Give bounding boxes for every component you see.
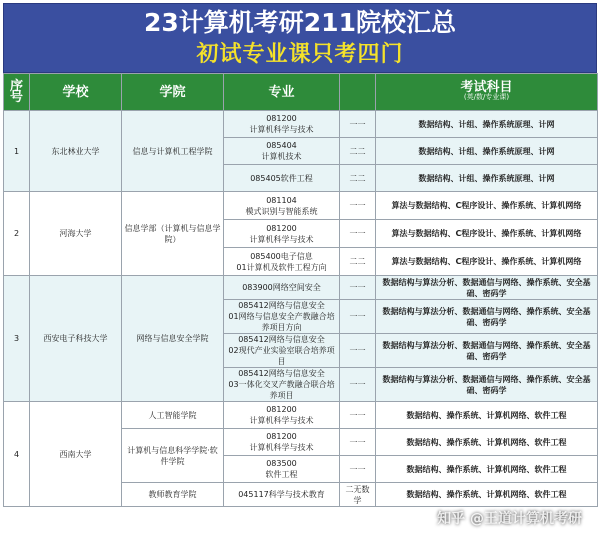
subjects-cell: 数据结构、计组、操作系统原理、计网	[376, 138, 598, 165]
subjects-cell: 数据结构、计组、操作系统原理、计网	[376, 111, 598, 138]
table-row	[4, 402, 598, 429]
table-header-row	[4, 74, 598, 111]
subjects-cell: 数据结构、计组、操作系统原理、计网	[376, 165, 598, 192]
major-cell: 081200 计算机科学与技术	[224, 220, 340, 248]
major-cell: 085400电子信息 01计算机及软件工程方向	[224, 248, 340, 276]
college-name: 信息学部（计算机与信息学院）	[122, 192, 224, 276]
exam-code: 一一	[340, 402, 376, 429]
major-cell: 085404 计算机技术	[224, 138, 340, 165]
page-subtitle: 初试专业课只考四门	[196, 42, 404, 67]
college-name: 信息与计算机工程学院	[122, 111, 224, 192]
subjects-cell: 数据结构、操作系统、计算机网络、软件工程	[376, 402, 598, 429]
college-name: 教师教育学院	[122, 483, 224, 507]
subjects-cell: 数据结构与算法分析、数据通信与网络、操作系统、安全基础、密码学	[376, 334, 598, 368]
title-banner	[3, 3, 597, 73]
schools-table	[3, 73, 598, 507]
exam-code: 一一	[340, 429, 376, 456]
college-name: 人工智能学院	[122, 402, 224, 429]
major-cell: 085412网络与信息安全 01网络与信息安全产教融合培养项目方向	[224, 300, 340, 334]
table-row	[4, 192, 598, 220]
school-name: 西安电子科技大学	[30, 276, 122, 402]
major-cell: 081200 计算机科学与技术	[224, 111, 340, 138]
major-cell: 085412网络与信息安全 03一体化交叉产教融合联合培养项目	[224, 368, 340, 402]
row-number: 2	[4, 192, 30, 276]
subjects-header-label: 考试科目	[460, 80, 513, 95]
exam-code: 一一	[340, 368, 376, 402]
exam-code: 一一	[340, 220, 376, 248]
exam-code: 一一	[340, 192, 376, 220]
subjects-header-note: (英/数/专业课)	[463, 93, 510, 101]
column-header-exam	[340, 74, 376, 111]
major-cell: 081200 计算机科学与技术	[224, 402, 340, 429]
major-cell: 081200 计算机科学与技术	[224, 429, 340, 456]
school-name: 东北林业大学	[30, 111, 122, 192]
row-number: 4	[4, 402, 30, 507]
row-number: 3	[4, 276, 30, 402]
page-title: 23计算机考研211院校汇总	[144, 8, 456, 37]
subjects-cell: 数据结构与算法分析、数据通信与网络、操作系统、安全基础、密码学	[376, 368, 598, 402]
row-number: 1	[4, 111, 30, 192]
exam-code: 一一	[340, 456, 376, 483]
exam-code: 一一	[340, 300, 376, 334]
subjects-cell: 数据结构与算法分析、数据通信与网络、操作系统、安全基础、密码学	[376, 300, 598, 334]
table-row	[4, 111, 598, 138]
school-name: 西南大学	[30, 402, 122, 507]
table-row	[4, 276, 598, 300]
subjects-cell: 数据结构、操作系统、计算机网络、软件工程	[376, 429, 598, 456]
subjects-cell: 数据结构、操作系统、计算机网络、软件工程	[376, 456, 598, 483]
major-cell: 085405软件工程	[224, 165, 340, 192]
column-header-seq: 序号	[4, 74, 30, 111]
watermark: 知乎 @王道计算机考研	[437, 511, 582, 527]
subjects-cell: 数据结构、操作系统、计算机网络、软件工程	[376, 483, 598, 507]
major-cell: 085412网络与信息安全 02现代产业实验室联合培养项目	[224, 334, 340, 368]
major-cell: 083500 软件工程	[224, 456, 340, 483]
column-header-subjects	[376, 74, 598, 111]
exam-code: 二二	[340, 138, 376, 165]
major-cell: 083900网络空间安全	[224, 276, 340, 300]
column-header-major: 专业	[224, 74, 340, 111]
exam-code: 一一	[340, 111, 376, 138]
college-name: 网络与信息安全学院	[122, 276, 224, 402]
exam-code: 二无数学	[340, 483, 376, 507]
subjects-cell: 算法与数据结构、C程序设计、操作系统、计算机网络	[376, 220, 598, 248]
exam-code: 一一	[340, 276, 376, 300]
major-cell: 081104 模式识别与智能系统	[224, 192, 340, 220]
subjects-cell: 数据结构与算法分析、数据通信与网络、操作系统、安全基础、密码学	[376, 276, 598, 300]
exam-code: 二二	[340, 165, 376, 192]
college-name: 计算机与信息科学学院·软件学院	[122, 429, 224, 483]
exam-code: 二二	[340, 248, 376, 276]
column-header-college: 学院	[122, 74, 224, 111]
exam-code: 一一	[340, 334, 376, 368]
school-name: 河海大学	[30, 192, 122, 276]
subjects-cell: 算法与数据结构、C程序设计、操作系统、计算机网络	[376, 192, 598, 220]
column-header-school: 学校	[30, 74, 122, 111]
subjects-cell: 算法与数据结构、C程序设计、操作系统、计算机网络	[376, 248, 598, 276]
major-cell: 045117科学与技术教育	[224, 483, 340, 507]
